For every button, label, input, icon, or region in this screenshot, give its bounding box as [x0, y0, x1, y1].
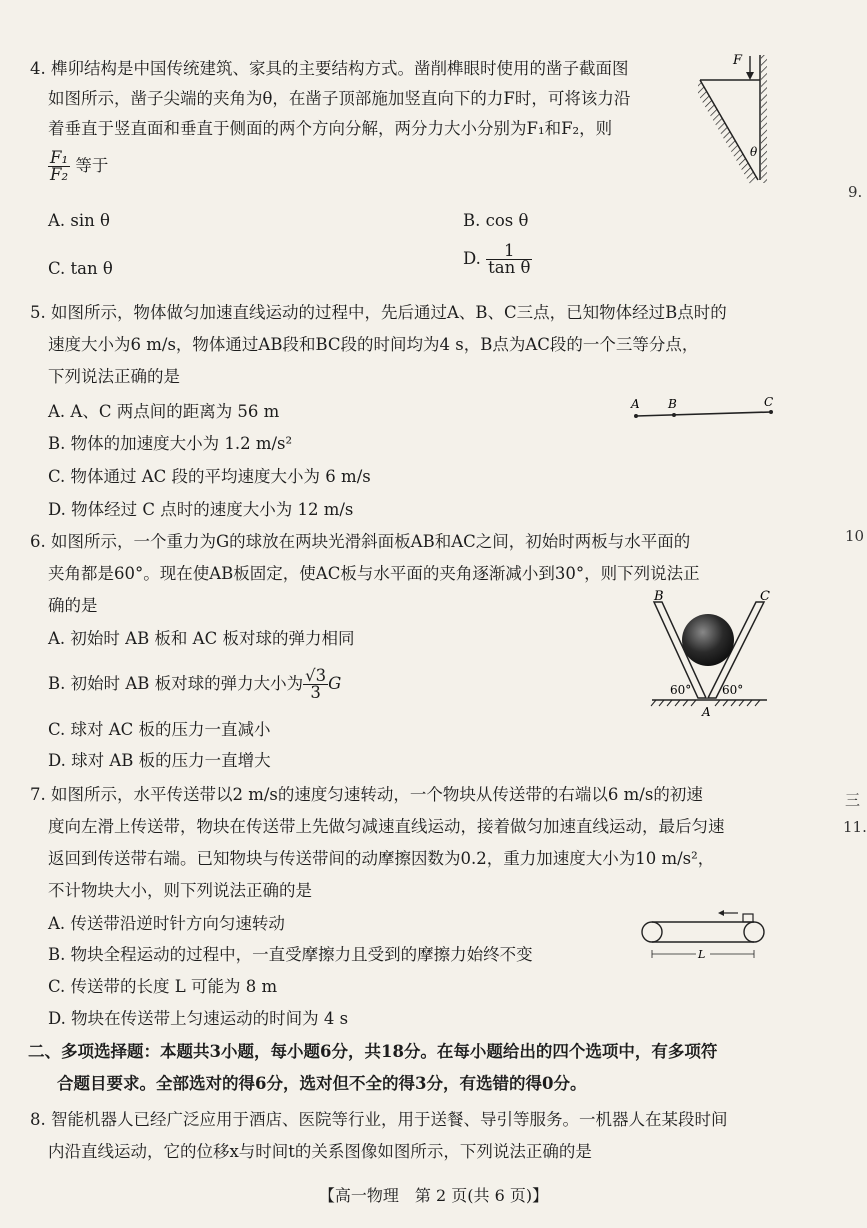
q6-option-b — [48, 668, 341, 701]
q5-option-b: B. 物体的加速度大小为 1.2 m/s² — [48, 434, 293, 453]
wall-hatch — [761, 55, 767, 183]
label-a-vertex: A — [702, 705, 711, 719]
q8-line-1: 8. 智能机器人已经广泛应用于酒店、医院等行业，用于送餐、导引等服务。一机器人在某段时间 — [30, 1110, 728, 1129]
angle-left-label: 60° — [670, 683, 692, 697]
velocity-arrow-head — [718, 910, 724, 916]
q4-option-d-prefix: D. — [463, 249, 481, 268]
point-c — [769, 410, 773, 414]
q7-line-4: 不计物块大小，则下列说法正确的是 — [48, 881, 312, 900]
q6-option-b-numerator: √3 — [305, 666, 327, 685]
q6-option-b-suffix: G — [328, 674, 342, 693]
length-label: L — [698, 948, 706, 961]
q7-option-a: A. 传送带沿逆时针方向匀速转动 — [48, 914, 285, 933]
angle-right-label: 60° — [722, 683, 744, 697]
edge-mark-san: 三 — [845, 791, 861, 809]
q4-option-a: A. sin θ — [48, 211, 110, 230]
q4-fraction-numerator: F₁ — [50, 148, 69, 167]
q6-option-a: A. 初始时 AB 板和 AC 板对球的弹力相同 — [48, 629, 355, 648]
q8-line-2: 内沿直线运动，它的位移x与时间t的关系图像如图所示，下列说法正确的是 — [48, 1142, 592, 1161]
q4-option-d-fraction — [486, 243, 532, 276]
ball-between-boards-figure — [632, 590, 782, 720]
q6-option-b-denominator: 3 — [310, 683, 321, 702]
q5-option-c: C. 物体通过 AC 段的平均速度大小为 6 m/s — [48, 467, 371, 486]
q7-line-1: 7. 如图所示，水平传送带以2 m/s的速度匀速转动，一个物块从传送带的右端以6 m/s的初速 — [30, 785, 703, 804]
block — [743, 914, 753, 922]
chisel-side-hatch — [698, 80, 758, 184]
q4-fraction-suffix: 等于 — [75, 156, 109, 175]
section2-line-2: 合题目要求。全部选对的得6分，选对但不全的得3分，有选错的得0分。 — [57, 1074, 587, 1093]
label-b-board: B — [654, 590, 664, 604]
q7-line-3: 返回到传送带右端。已知物块与传送带间的动摩擦因数为0.2，重力加速度大小为10 m/s²， — [48, 849, 715, 868]
label-c: C — [764, 395, 774, 409]
q4-fraction-line — [48, 150, 108, 183]
q7-option-d: D. 物块在传送带上匀速运动的时间为 4 s — [48, 1009, 349, 1028]
edge-mark-9: 9. — [848, 183, 863, 201]
edge-mark-11: 11. — [843, 818, 867, 836]
q6-line-3: 确的是 — [48, 596, 98, 615]
q4-option-d — [463, 243, 532, 276]
q4-line-2: 如图所示，凿子尖端的夹角为θ，在凿子顶部施加竖直向下的力F时，可将该力沿 — [48, 89, 631, 108]
section2-line-1: 二、多项选择题：本题共3小题，每小题6分，共18分。在每小题给出的四个选项中，有多项符 — [28, 1042, 718, 1061]
q4-fraction — [48, 150, 70, 183]
q4-line-1: 4. 榫卯结构是中国传统建筑、家具的主要结构方式。凿削榫眼时使用的凿子截面图 — [30, 59, 629, 78]
q6-option-b-prefix: B. 初始时 AB 板对球的弹力大小为 — [48, 674, 304, 693]
label-c-board: C — [760, 590, 770, 604]
page-footer: 【高一物理 第 2 页(共 6 页)】 — [318, 1186, 549, 1205]
force-arrow-head — [746, 72, 754, 80]
chisel-figure — [698, 50, 788, 190]
ball — [682, 614, 734, 666]
q5-option-a: A. A、C 两点间的距离为 56 m — [48, 402, 280, 421]
point-b — [672, 413, 676, 417]
label-b: B — [668, 397, 677, 411]
q6-option-c: C. 球对 AC 板的压力一直减小 — [48, 720, 271, 739]
q5-line-2: 速度大小为6 m/s，物体通过AB段和BC段的时间均为4 s，B点为AC段的一个三等分点， — [48, 335, 699, 354]
label-a: A — [631, 397, 640, 411]
q7-line-2: 度向左滑上传送带，物块在传送带上先做匀减速直线运动，接着做匀加速直线运动，最后匀速 — [48, 817, 725, 836]
q7-option-c: C. 传送带的长度 L 可能为 8 m — [48, 977, 278, 996]
point-a — [634, 414, 638, 418]
q6-line-1: 6. 如图所示，一个重力为G的球放在两块光滑斜面板AB和AC之间，初始时两板与水平面的 — [30, 532, 691, 551]
conveyor-figure — [638, 906, 773, 964]
q6-line-2: 夹角都是60°。现在使AB板固定，使AC板与水平面的夹角逐渐减小到30°，则下列说法正 — [48, 564, 700, 583]
q4-option-b: B. cos θ — [463, 211, 529, 230]
q7-option-b: B. 物块全程运动的过程中，一直受摩擦力且受到的摩擦力始终不变 — [48, 945, 533, 964]
q5-line-1: 5. 如图所示，物体做匀加速直线运动的过程中，先后通过A、B、C三点，已知物体经过B点时的 — [30, 303, 727, 322]
q4-line-3: 着垂直于竖直面和垂直于侧面的两个方向分解，两分力大小分别为F₁和F₂，则 — [48, 119, 613, 138]
right-pulley — [744, 922, 764, 942]
angle-label: θ — [750, 145, 758, 159]
q6-option-b-fraction — [303, 668, 328, 701]
left-pulley — [642, 922, 662, 942]
q4-option-c: C. tan θ — [48, 259, 113, 278]
q4-fraction-denominator: F₂ — [50, 165, 69, 184]
q4-option-d-numerator: 1 — [486, 243, 532, 260]
abc-line-figure — [628, 394, 778, 426]
q4-option-d-denominator: tan θ — [488, 258, 531, 277]
edge-mark-10: 10 — [845, 527, 865, 545]
force-label: F — [733, 53, 743, 68]
q5-line-3: 下列说法正确的是 — [48, 367, 180, 386]
abc-segment — [636, 412, 771, 416]
q5-option-d: D. 物体经过 C 点时的速度大小为 12 m/s — [48, 500, 354, 519]
q6-option-d: D. 球对 AB 板的压力一直增大 — [48, 751, 271, 770]
